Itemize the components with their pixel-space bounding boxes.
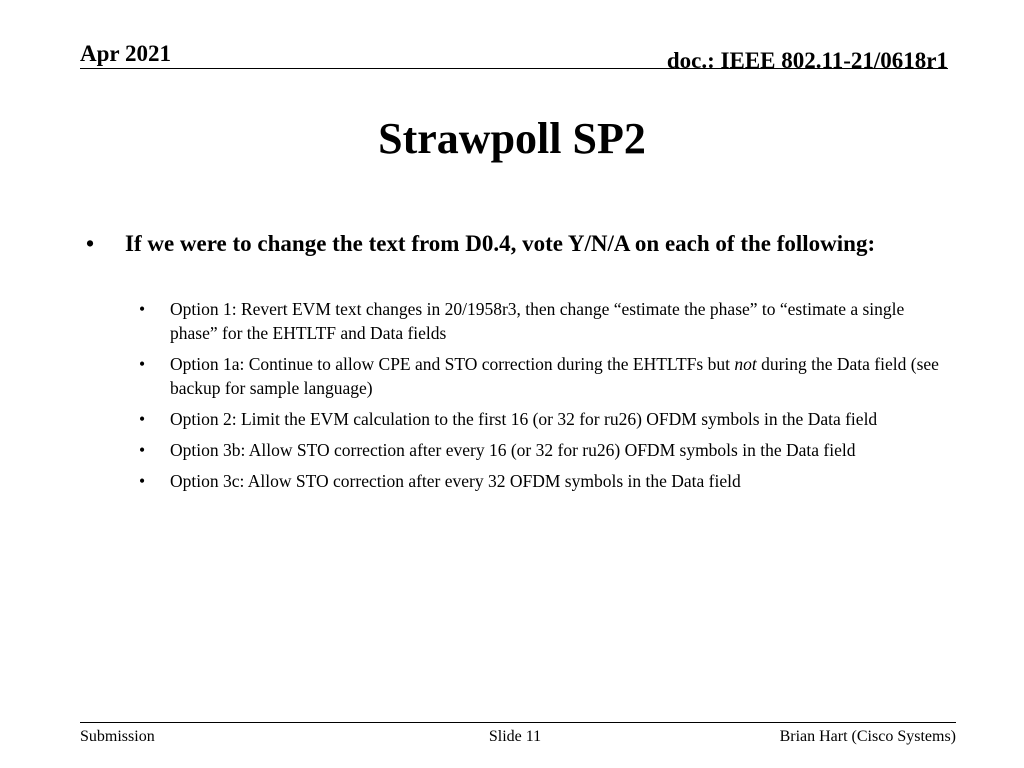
bullet-marker: • bbox=[139, 440, 146, 460]
bullet-marker: • bbox=[139, 299, 146, 319]
option-1a-emphasis: not bbox=[734, 354, 757, 374]
footer-slide-number: Slide 11 bbox=[488, 728, 542, 745]
options-list bbox=[135, 297, 945, 500]
option-3b-item bbox=[135, 438, 945, 462]
option-1a-text-before: Option 1a: Continue to allow CPE and STO correction during the EHTLTFs but bbox=[170, 354, 735, 374]
header-date: Apr 2021 bbox=[80, 41, 171, 66]
option-1-text: Option 1: Revert EVM text changes in 20/1958r3, then change “estimate the phase” to “estimate a single phase” for the EHTLTF and Data fields bbox=[170, 299, 905, 343]
header-divider bbox=[80, 68, 948, 69]
option-3c-text: Option 3c: Allow STO correction after every 32 OFDM symbols in the Data field bbox=[170, 471, 741, 491]
header-document-id: doc.: IEEE 802.11-21/0618r1 bbox=[666, 48, 948, 73]
slide-title: Strawpoll SP2 bbox=[378, 114, 646, 163]
option-1-item bbox=[135, 297, 945, 345]
footer-author: Brian Hart (Cisco Systems) bbox=[779, 728, 956, 745]
option-3c-item bbox=[135, 469, 945, 493]
footer-submission: Submission bbox=[80, 728, 155, 745]
bullet-marker: • bbox=[139, 471, 146, 491]
main-bullet-text: If we were to change the text from D0.4, vote Y/N/A on each of the following: bbox=[125, 231, 876, 256]
option-2-item bbox=[135, 407, 945, 431]
bullet-marker: • bbox=[139, 354, 146, 374]
option-3b-text: Option 3b: Allow STO correction after every 16 (or 32 for ru26) OFDM symbols in the Data field bbox=[170, 440, 856, 460]
footer-divider bbox=[80, 722, 956, 723]
option-1a-item bbox=[135, 352, 945, 400]
option-2-text: Option 2: Limit the EVM calculation to the first 16 (or 32 for ru26) OFDM symbols in the Data field bbox=[170, 409, 878, 429]
option-1a-text-after: during the Data field (see backup for sample language) bbox=[170, 354, 939, 398]
bullet-marker: • bbox=[139, 409, 146, 429]
bullet-marker: • bbox=[86, 231, 95, 256]
main-bullet-point bbox=[80, 229, 880, 259]
